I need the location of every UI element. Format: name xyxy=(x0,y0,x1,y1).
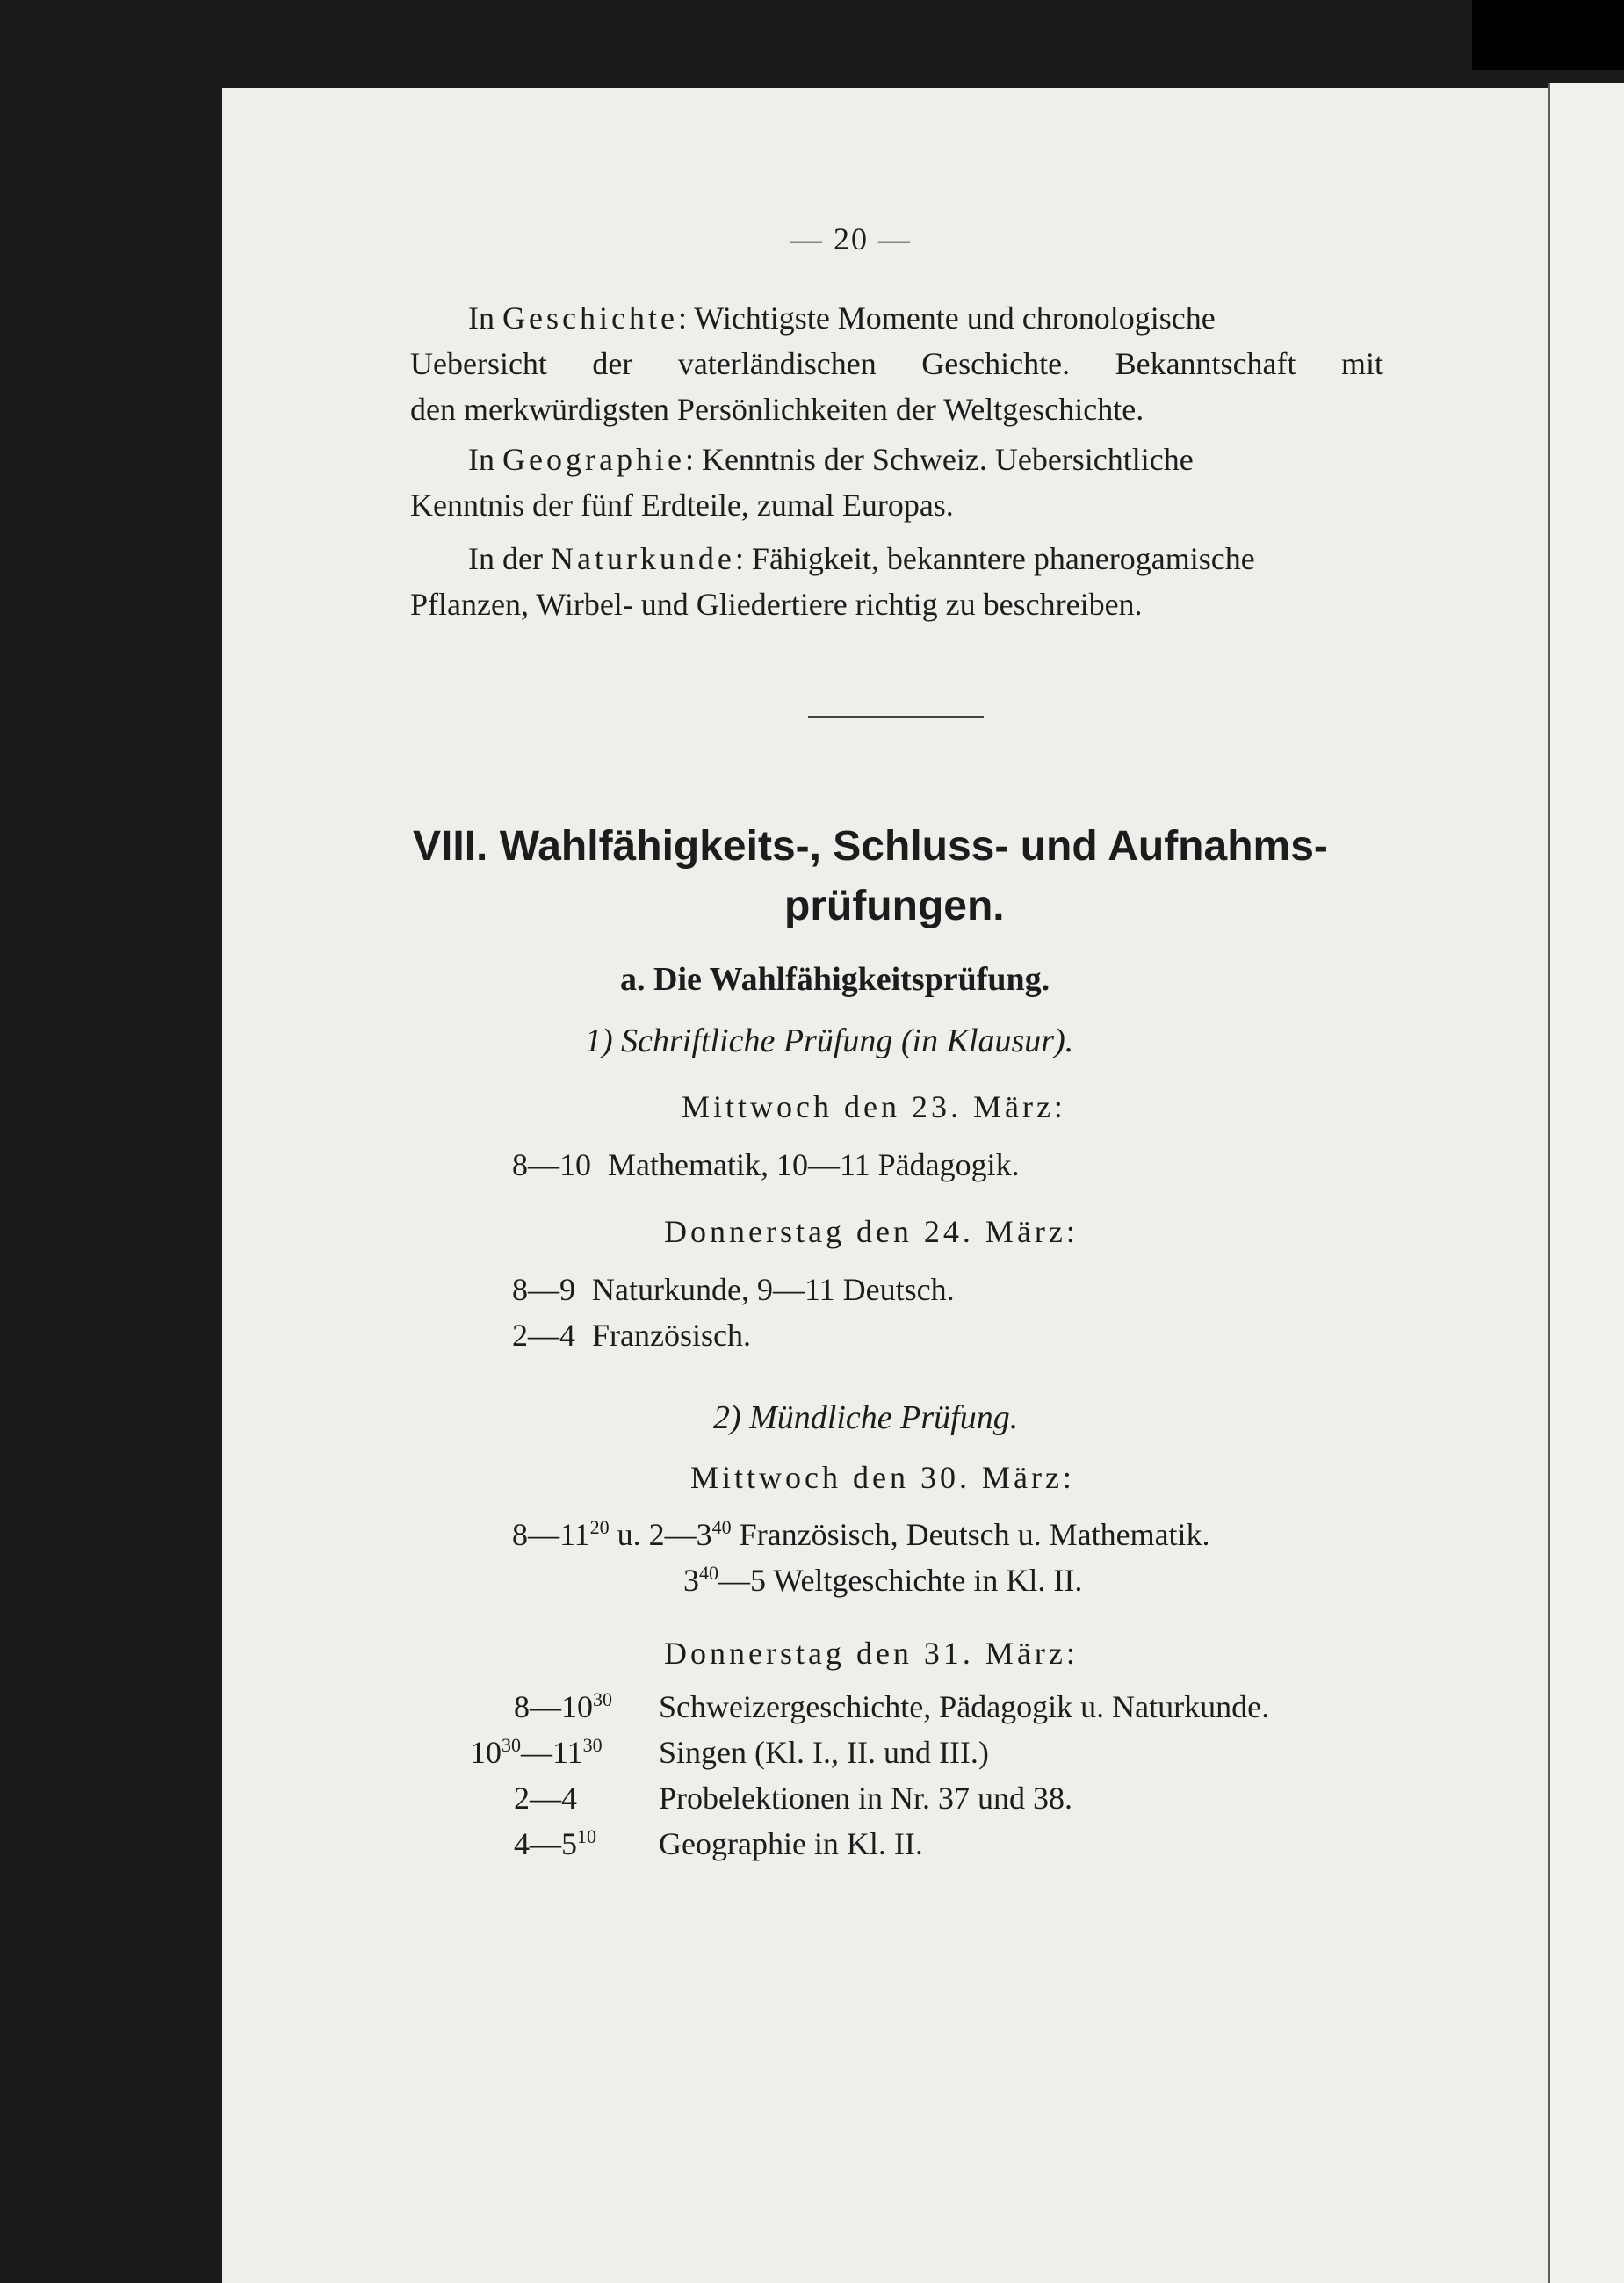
text: In der xyxy=(468,541,551,576)
section-heading-line2: prüfungen. xyxy=(784,883,1005,929)
time-start: 8—10 xyxy=(514,1689,593,1724)
time-range xyxy=(514,1687,612,1726)
time-range xyxy=(514,1779,577,1817)
minutes: 30 xyxy=(582,1734,603,1756)
adjacent-page-edge xyxy=(1548,83,1624,2283)
written-exam-title: 1) Schriftliche Prüfung (in Klausur). xyxy=(585,1022,1074,1059)
subject: Singen (Kl. I., II. und III.) xyxy=(659,1735,989,1770)
subject: Französisch, Deutsch u. Mathematik. xyxy=(731,1517,1210,1552)
page-number: — 20 — xyxy=(790,221,912,256)
time-range xyxy=(514,1824,596,1863)
minutes: 40 xyxy=(711,1516,732,1538)
text: : Fähigkeit, bekanntere phanerogamische xyxy=(734,541,1255,576)
section-divider xyxy=(808,716,984,718)
time-end: —11 xyxy=(521,1735,583,1770)
text: In xyxy=(468,300,502,336)
time-range: 8—11 xyxy=(512,1517,590,1552)
schedule-row xyxy=(512,1316,751,1355)
day-heading: Donnerstag den 31. März: xyxy=(664,1636,1079,1671)
text: : Wichtigste Momente und chronologische xyxy=(677,300,1216,336)
spaced-term: Naturkunde xyxy=(550,541,735,576)
time-start: 4—5 xyxy=(514,1826,577,1861)
day-heading: Donnerstag den 24. März: xyxy=(664,1214,1079,1249)
paragraph-naturkunde-line2: Pflanzen, Wirbel- und Gliedertiere richtig zu beschreiben. xyxy=(410,587,1143,622)
paragraph-naturkunde-line1 xyxy=(468,539,1383,578)
paragraph-geschichte-line1 xyxy=(468,299,1383,337)
schedule-row xyxy=(512,1145,1020,1184)
time-range: u. 2—3 xyxy=(609,1517,712,1552)
spaced-term: Geographie xyxy=(502,442,685,477)
time-range: 8—10 xyxy=(512,1147,591,1182)
time-range: 3 xyxy=(683,1563,699,1598)
paragraph-geschichte-line3: den merkwürdigsten Persönlichkeiten der Weltgeschichte. xyxy=(410,392,1144,427)
subject: Naturkunde, 9—11 Deutsch. xyxy=(592,1272,955,1307)
time-range xyxy=(470,1733,603,1772)
schedule-row xyxy=(512,1270,955,1309)
text: In xyxy=(468,442,502,477)
minutes: 20 xyxy=(589,1516,610,1538)
minutes: 30 xyxy=(502,1734,521,1756)
minutes: 40 xyxy=(699,1562,718,1584)
subject: Französisch. xyxy=(592,1318,751,1353)
oral-exam-title: 2) Mündliche Prüfung. xyxy=(713,1399,1019,1436)
subject: Mathematik, 10—11 Pädagogik. xyxy=(608,1147,1020,1182)
subject: Schweizergeschichte, Pädagogik u. Naturkunde. xyxy=(659,1689,1270,1724)
scan-border xyxy=(1472,0,1624,70)
minutes: 30 xyxy=(593,1688,612,1710)
schedule-row xyxy=(512,1515,1210,1554)
section-heading-line1: VIII. Wahlfähigkeits-, Schluss- und Aufnahms- xyxy=(413,823,1328,870)
time-start: 2—4 xyxy=(514,1781,577,1816)
subject: Probelektionen in Nr. 37 und 38. xyxy=(659,1781,1072,1816)
subheading: a. Die Wahlfähigkeitsprüfung. xyxy=(620,961,1050,998)
subject: —5 Weltgeschichte in Kl. II. xyxy=(718,1563,1083,1598)
time-range: 8—9 xyxy=(512,1272,575,1307)
time-range: 2—4 xyxy=(512,1318,575,1353)
minutes: 10 xyxy=(577,1825,596,1847)
day-heading: Mittwoch den 23. März: xyxy=(682,1089,1066,1124)
schedule-row xyxy=(683,1561,1082,1600)
paragraph-geographie-line1 xyxy=(468,440,1383,479)
paragraph-geschichte-line2: Uebersicht der vaterländischen Geschichte. Bekanntschaft mit xyxy=(410,346,1383,381)
paragraph-geographie-line2: Kenntnis der fünf Erdteile, zumal Europas. xyxy=(410,488,954,523)
text: : Kenntnis der Schweiz. Uebersichtliche xyxy=(684,442,1194,477)
day-heading: Mittwoch den 30. März: xyxy=(690,1460,1075,1495)
subject: Geographie in Kl. II. xyxy=(659,1826,923,1861)
spaced-term: Geschichte xyxy=(502,300,678,336)
time-start: 10 xyxy=(470,1735,502,1770)
